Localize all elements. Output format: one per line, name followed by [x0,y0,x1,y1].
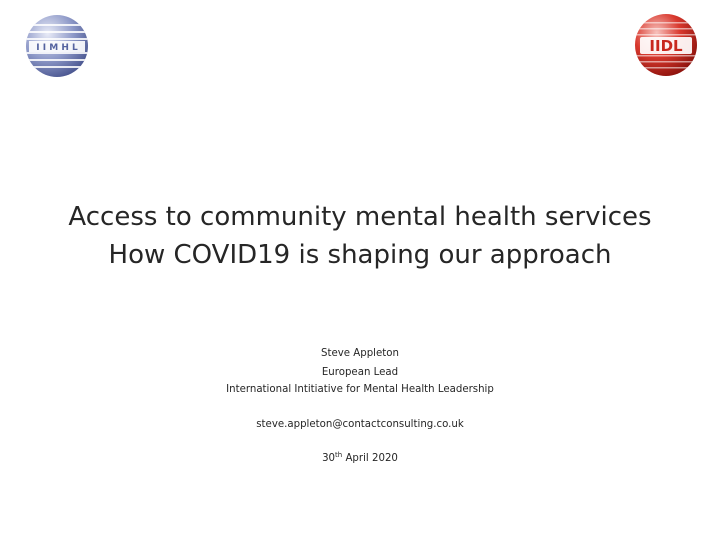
speaker-name: Steve Appleton [321,348,399,359]
iimhl-logo-graphic [25,14,89,78]
date-day: 30 [322,453,336,464]
speaker-email: steve.appleton@contactconsulting.co.uk [256,419,464,430]
iimhl-logo-text: I I M H L [36,43,78,53]
iidl-logo [634,13,698,77]
speaker-role: European Lead [321,367,399,378]
iidl-logo-text: IIDL [649,37,683,55]
speaker-organization: International Intitiative for Mental Health Leadership [226,384,494,395]
slide-title [0,198,720,274]
title-line-1: Access to community mental health services [68,202,652,232]
presentation-date [0,452,720,466]
iidl-logo-graphic [634,13,698,77]
date-rest: April 2020 [342,453,398,464]
date-suffix: th [335,451,343,459]
iimhl-logo [25,14,89,78]
title-line-2: How COVID19 is shaping our approach [108,240,612,270]
